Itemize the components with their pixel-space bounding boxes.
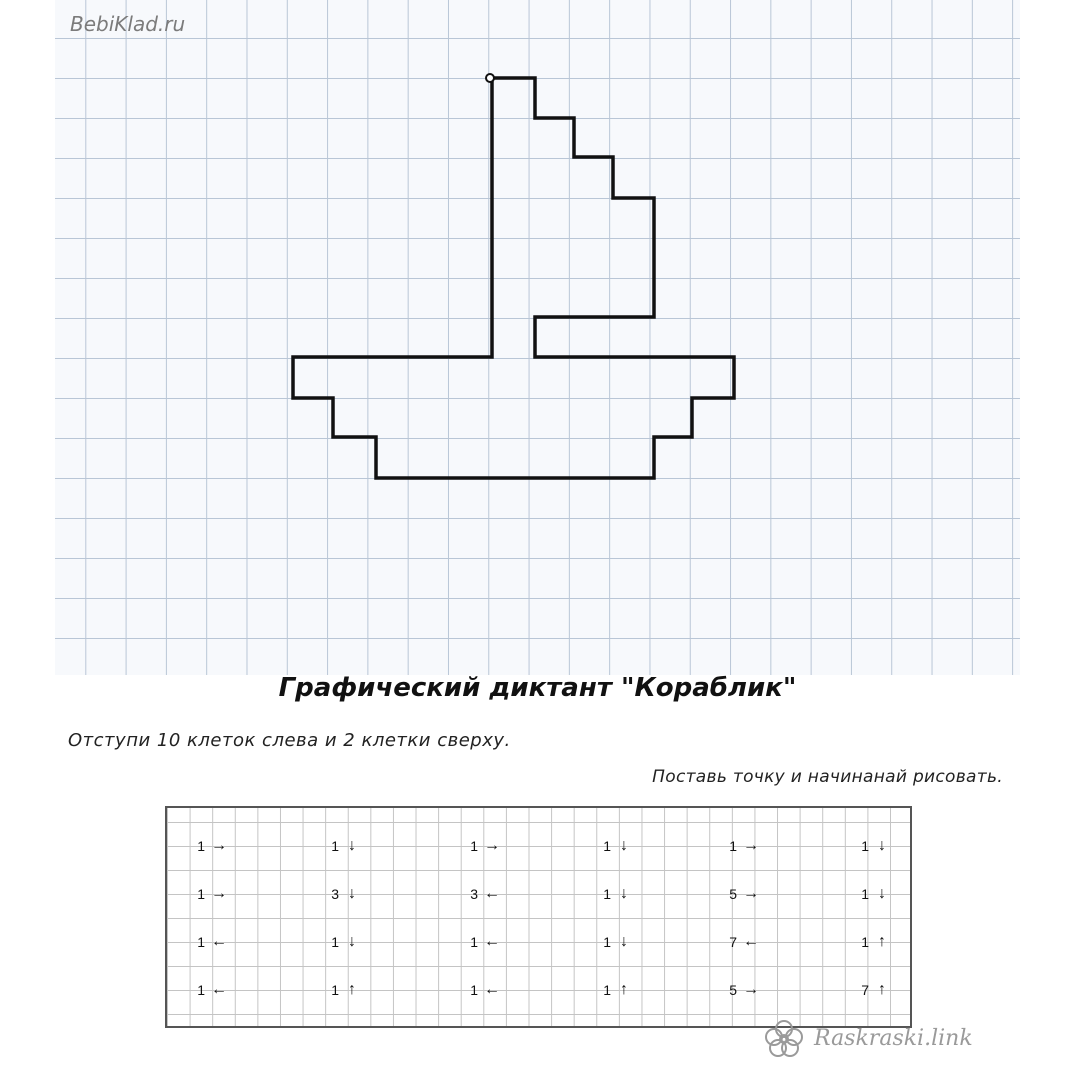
step-cell [325, 978, 359, 1002]
step-cell [597, 930, 631, 954]
instruction-offset: Отступи 10 клеток слева и 2 клетки сверху. [68, 730, 511, 751]
step-cell [464, 882, 508, 906]
step-cell [597, 978, 631, 1002]
step-count: 1 [470, 934, 478, 950]
arrow-left-icon: ← [211, 933, 227, 950]
arrow-left-icon: ← [484, 885, 500, 902]
step-count: 5 [729, 982, 737, 998]
step-count: 1 [861, 838, 869, 854]
arrow-left-icon: ← [211, 981, 227, 998]
arrow-right-icon: → [211, 837, 227, 854]
step-cell [855, 834, 889, 858]
arrow-left-icon: ← [743, 933, 759, 950]
step-count: 1 [197, 886, 205, 902]
arrow-down-icon: ↓ [620, 885, 628, 902]
step-cell [723, 930, 767, 954]
flower-icon [760, 1018, 808, 1058]
arrow-down-icon: ↓ [348, 933, 356, 950]
step-cell [597, 882, 631, 906]
step-count: 1 [603, 982, 611, 998]
step-cell [723, 834, 767, 858]
step-count: 1 [603, 934, 611, 950]
step-count: 3 [331, 886, 339, 902]
arrow-right-icon: → [484, 837, 500, 854]
step-cell [325, 930, 359, 954]
step-cell [191, 834, 235, 858]
step-count: 1 [197, 934, 205, 950]
step-cell [191, 882, 235, 906]
step-count: 1 [197, 982, 205, 998]
step-cell [325, 834, 359, 858]
step-count: 1 [470, 838, 478, 854]
arrow-left-icon: ← [484, 933, 500, 950]
arrow-down-icon: ↓ [878, 837, 886, 854]
step-cell [464, 930, 508, 954]
step-cell [855, 978, 889, 1002]
step-count: 1 [861, 934, 869, 950]
step-count: 1 [470, 982, 478, 998]
step-count: 1 [331, 982, 339, 998]
step-cell [464, 978, 508, 1002]
watermark-bottom-text: Raskraski.link [814, 1025, 973, 1051]
step-count: 1 [603, 886, 611, 902]
arrow-right-icon: → [211, 885, 227, 902]
step-cell [723, 978, 767, 1002]
arrow-right-icon: → [743, 981, 759, 998]
arrow-down-icon: ↓ [348, 837, 356, 854]
step-cell [723, 882, 767, 906]
step-cell [855, 882, 889, 906]
step-count: 5 [729, 886, 737, 902]
arrow-up-icon: ↑ [348, 981, 356, 998]
ship-outline [293, 78, 734, 478]
arrow-up-icon: ↑ [878, 981, 886, 998]
arrow-down-icon: ↓ [348, 885, 356, 902]
step-count: 1 [603, 838, 611, 854]
step-count: 1 [331, 838, 339, 854]
arrow-down-icon: ↓ [620, 933, 628, 950]
page-title: Графический диктант "Кораблик" [278, 673, 797, 703]
step-count: 1 [197, 838, 205, 854]
step-count: 1 [729, 838, 737, 854]
step-count: 7 [729, 934, 737, 950]
step-cell [855, 930, 889, 954]
step-count: 1 [331, 934, 339, 950]
arrow-up-icon: ↑ [878, 933, 886, 950]
step-count: 7 [861, 982, 869, 998]
watermark-top: BebiKlad.ru [70, 12, 186, 36]
watermark-bottom [760, 1018, 973, 1058]
arrow-right-icon: → [743, 837, 759, 854]
instruction-start: Поставь точку и начинанай рисовать. [652, 767, 1003, 787]
step-count: 1 [861, 886, 869, 902]
arrow-down-icon: ↓ [620, 837, 628, 854]
step-cell [597, 834, 631, 858]
arrow-left-icon: ← [484, 981, 500, 998]
step-count: 3 [470, 886, 478, 902]
arrow-down-icon: ↓ [878, 885, 886, 902]
step-cell [191, 930, 235, 954]
steps-table [165, 806, 912, 1028]
arrow-up-icon: ↑ [620, 981, 628, 998]
step-cell [325, 882, 359, 906]
start-dot [486, 74, 494, 82]
step-cell [464, 834, 508, 858]
step-cell [191, 978, 235, 1002]
arrow-right-icon: → [743, 885, 759, 902]
